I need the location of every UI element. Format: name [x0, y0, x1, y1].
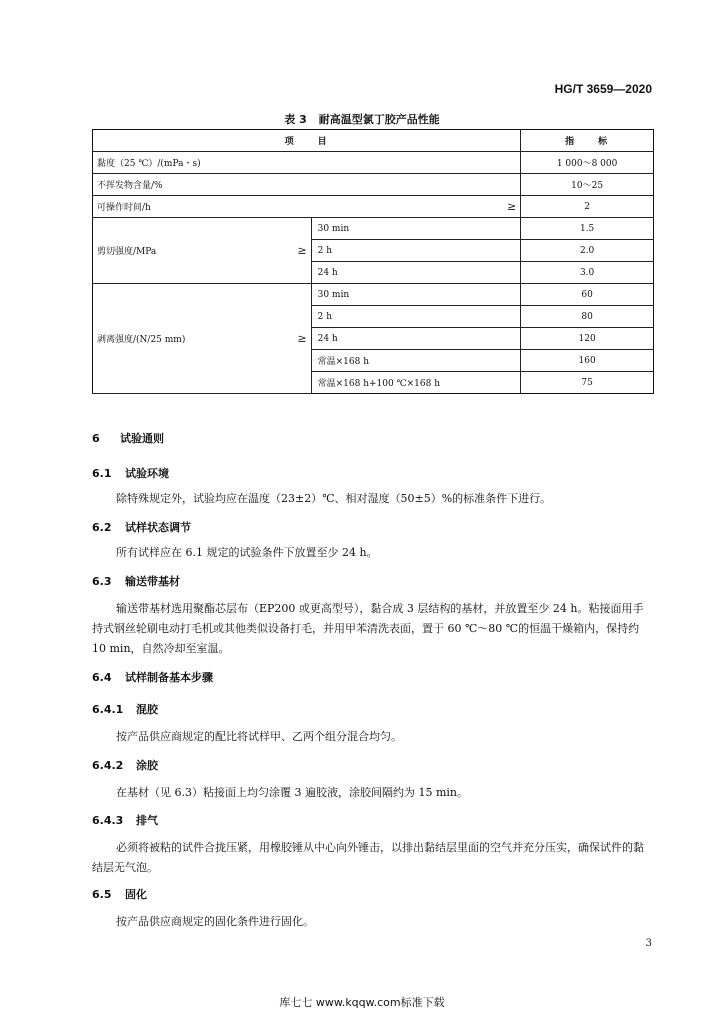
row-condition: 30 min: [311, 218, 521, 240]
section-title: 试验通则: [120, 432, 164, 445]
row-condition: 常温×168 h+100 ℃×168 h: [311, 372, 521, 394]
row-name: 黏度（25 ℃）/(mPa・s): [93, 152, 521, 174]
row-value: 2: [521, 196, 654, 218]
row-value: 1 000～8 000: [521, 152, 654, 174]
row-value: 120: [521, 328, 654, 350]
section-number: 6: [92, 432, 100, 445]
section-number: 6.4.2: [92, 759, 124, 772]
row-name: 可操作时间/h: [97, 203, 151, 213]
row-condition: 2 h: [311, 306, 521, 328]
row-operator: ≥: [506, 200, 517, 213]
header-item: 项 目: [93, 130, 521, 152]
footer-watermark: 库七七 www.kqqw.com标准下载: [279, 996, 445, 1009]
row-value: 160: [521, 350, 654, 372]
section-title: 试样制备基本步骤: [125, 671, 213, 684]
group-name-cell: [93, 284, 312, 394]
group-operator: ≥: [297, 332, 307, 345]
row-value: 75: [521, 372, 654, 394]
table-row: [93, 196, 654, 218]
section-6-4-1-text: 按产品供应商规定的配比将试样甲、乙两个组分混合均匀。: [116, 730, 402, 743]
row-value: 10～25: [521, 174, 654, 196]
row-condition: 常温×168 h: [311, 350, 521, 372]
page-number: 3: [645, 938, 652, 949]
section-number: 6.3: [92, 575, 112, 588]
section-number: 6.5: [92, 888, 112, 901]
group-name: 剪切强度/MPa: [97, 247, 157, 257]
table-header-row: [93, 130, 654, 152]
group-name-cell: [93, 218, 312, 284]
row-name-cell: [93, 196, 521, 218]
section-title: 涂胶: [136, 759, 158, 772]
section-6-2-heading: [92, 519, 191, 535]
section-title: 混胶: [136, 703, 158, 716]
section-6-4-2-text: 在基材（见 6.3）粘接面上均匀涂覆 3 遍胶液，涂胶间隔约为 15 min。: [116, 786, 469, 799]
section-title: 试样状态调节: [125, 521, 191, 534]
section-6-3-text: 输送带基材选用聚酯芯层布（EP200 或更高型号），黏合成 3 层结构的基材，并放置至少 24 h。粘接面用手持式钢丝轮刷电动打毛机或其他类似设备打毛，并用甲苯清洗表面，置于 60 ℃～80 ℃的恒温干燥箱内，保持约 10 min，自然冷却至室温。: [92, 602, 644, 655]
section-title: 输送带基材: [125, 575, 180, 588]
section-6-1-heading: [92, 465, 169, 481]
section-title: 试验环境: [125, 467, 169, 480]
section-6-3-heading: [92, 573, 180, 589]
row-name: 不挥发物含量/%: [93, 174, 521, 196]
table-row: [93, 152, 654, 174]
section-6-2-text: 所有试样应在 6.1 规定的试验条件下放置至少 24 h。: [116, 546, 378, 559]
row-value: 60: [521, 284, 654, 306]
section-6-4-heading: [92, 669, 213, 685]
table-number: 表 3: [284, 113, 307, 126]
table-row: [93, 218, 654, 240]
section-title: 排气: [136, 814, 158, 827]
row-condition: 24 h: [311, 262, 521, 284]
section-6-1-text: 除特殊规定外，试验均应在温度（23±2）℃、相对湿度（50±5）%的标准条件下进行。: [116, 492, 552, 505]
table-title-text: 耐高温型氯丁胶产品性能: [318, 113, 440, 126]
section-number: 6.2: [92, 521, 112, 534]
standard-code: HG/T 3659—2020: [554, 82, 652, 96]
section-number: 6.1: [92, 467, 112, 480]
section-6-4-1-heading: [92, 701, 158, 717]
group-operator: ≥: [297, 244, 307, 257]
section-6-4-3-text: 必须将被粘的试件合拢压紧，用橡胶锤从中心向外锤击，以排出黏结层里面的空气并充分压实，确保试件的黏结层无气泡。: [92, 841, 644, 874]
row-condition: 30 min: [311, 284, 521, 306]
section-6-4-3-heading: [92, 812, 158, 828]
section-number: 6.4.3: [92, 814, 124, 827]
section-6-4-2-heading: [92, 757, 158, 773]
row-condition: 2 h: [311, 240, 521, 262]
table-row: [93, 284, 654, 306]
section-6-5-text: 按产品供应商规定的固化条件进行固化。: [116, 915, 314, 928]
row-value: 1.5: [521, 218, 654, 240]
row-value: 3.0: [521, 262, 654, 284]
section-title: 固化: [125, 888, 147, 901]
table-title: [0, 111, 724, 127]
section-6-5-heading: [92, 886, 147, 902]
group-name: 剥离强度/(N/25 mm): [97, 335, 186, 345]
row-value: 2.0: [521, 240, 654, 262]
section-6-heading: [92, 430, 164, 446]
section-number: 6.4: [92, 671, 112, 684]
row-value: 80: [521, 306, 654, 328]
row-condition: 24 h: [311, 328, 521, 350]
section-number: 6.4.1: [92, 703, 124, 716]
header-index: 指 标: [521, 130, 654, 152]
table-row: [93, 174, 654, 196]
performance-table: [92, 129, 654, 394]
